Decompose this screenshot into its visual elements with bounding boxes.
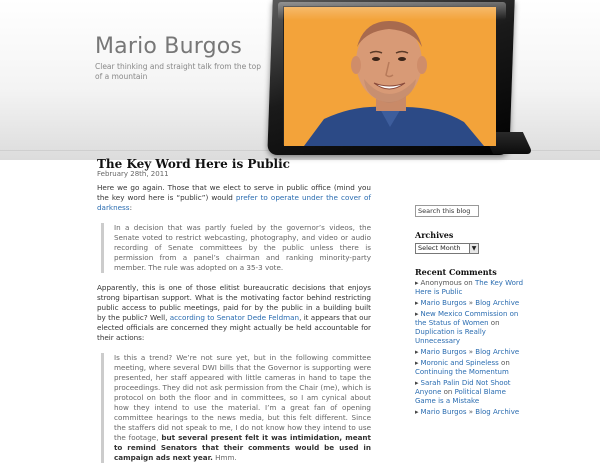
comment-separator: on [441, 388, 455, 396]
quote-bold-text: but several present felt it was intimidation, meant to remind Senators that their comments would be used in campaign ads next year. [114, 433, 371, 462]
comment-author[interactable]: Sarah Palin Did Not Shoot Anyone [415, 379, 511, 396]
quote-text: In a decision that was partly fueled by the governor’s videos, the Senate voted to restrict webcasting, photography, and video or audio recording of Senate committees by the public unless there is permission from a panel’s chairman and ranking minority-party member. The rule was adopted on a 35-3 vote. [114, 223, 371, 272]
comment-author[interactable]: Mario Burgos [420, 408, 467, 416]
comment-post-link[interactable]: The Key Word Here is Public [415, 279, 524, 296]
recent-comment-item [415, 359, 525, 377]
comment-post-link[interactable]: Blog Archive [475, 348, 520, 356]
site-tagline: Clear thinking and straight talk from the top of a mountain [95, 62, 261, 81]
comment-separator: » [466, 299, 476, 307]
bullet-icon: ▸ [415, 279, 419, 287]
recent-comments-heading: Recent Comments [415, 267, 497, 277]
recent-comments-list [415, 279, 525, 417]
paragraph-text: Here we go again. Those that we elect to serve in public office (mind you the key word here is “public”) would [97, 183, 371, 202]
blockquote [101, 223, 371, 273]
comment-separator: » [466, 408, 476, 416]
post-body [97, 183, 371, 473]
search-input[interactable] [415, 205, 479, 217]
photo-frame-glare [278, 2, 506, 20]
bullet-icon: ▸ [415, 379, 419, 387]
bullet-icon: ▸ [415, 359, 419, 367]
feldman-link[interactable]: according to Senator Dede Feldman [169, 313, 300, 322]
comment-author[interactable]: Mario Burgos [420, 348, 467, 356]
quote-text: Is this a trend? We’re not sure yet, but in the following committee meeting, where several DWI bills that the Governor is supporting were presented, her staff appeared with little cameras in hand to tape the proceedings. They did not ask permission from the Chair (me), which is protocol on both the floor and in committees, so I am cynical about how they intend to use the material. I’m a great fan of opening committee hearings to the news media, but this felt different. Since the staffers did not speak to me, I do not know how they intend to use the footage, [114, 353, 371, 442]
blockquote [101, 353, 371, 463]
comment-post-link[interactable]: Duplication is Really Unnecessary [415, 328, 486, 345]
comment-post-link[interactable]: Continuing the Momentum [415, 368, 509, 376]
recent-comment-item [415, 379, 525, 406]
paragraph-text: , it appears that our elected officials are concerned they might actually be held accountable for their actions: [97, 313, 371, 342]
archives-select[interactable] [415, 243, 479, 254]
archives-heading: Archives [415, 230, 454, 240]
header-portrait-photo [283, 6, 495, 145]
paragraph-text: Apparently, this is one of those elitist bureaucratic decisions that enjoys strong bipartisan support. What is the motivating factor behind restricting public access to public meetings, paid for by the public in a building built by the public? Well, [97, 283, 371, 322]
comment-separator: on [498, 359, 510, 367]
chevron-down-icon[interactable]: ▼ [469, 244, 478, 253]
paragraph-text: : [129, 203, 132, 212]
comment-author[interactable]: Mario Burgos [420, 299, 467, 307]
comment-separator: on [461, 279, 475, 287]
sidebar [415, 205, 525, 419]
comment-author[interactable]: Moronic and Spineless [420, 359, 499, 367]
recent-comment-item [415, 279, 525, 297]
comment-post-link[interactable]: Political Blame Game is a Mistake [415, 388, 506, 405]
post-date: February 28th, 2011 [97, 170, 169, 178]
comment-separator: on [488, 319, 500, 327]
comment-separator: » [466, 348, 476, 356]
post-paragraph [97, 283, 371, 343]
darkness-link[interactable]: prefer to operate under the cover of darkness [97, 193, 371, 212]
recent-comment-item [415, 408, 525, 417]
comment-post-link[interactable]: Blog Archive [475, 299, 520, 307]
recent-comment-item [415, 299, 525, 308]
site-title[interactable]: Mario Burgos [95, 34, 243, 59]
bullet-icon: ▸ [415, 310, 419, 318]
comment-post-link[interactable]: Blog Archive [475, 408, 520, 416]
quote-text: Hmm. [212, 453, 237, 462]
bullet-icon: ▸ [415, 408, 419, 416]
bullet-icon: ▸ [415, 299, 419, 307]
bullet-icon: ▸ [415, 348, 419, 356]
comment-author[interactable]: New Mexico Commission on the Status of Women [415, 310, 519, 327]
comment-author: Anonymous [420, 279, 462, 287]
post-paragraph [97, 183, 371, 213]
recent-comment-item [415, 348, 525, 357]
recent-comment-item [415, 310, 525, 346]
archives-select-value: Select Month [418, 244, 461, 252]
post-title[interactable]: The Key Word Here is Public [97, 157, 290, 171]
